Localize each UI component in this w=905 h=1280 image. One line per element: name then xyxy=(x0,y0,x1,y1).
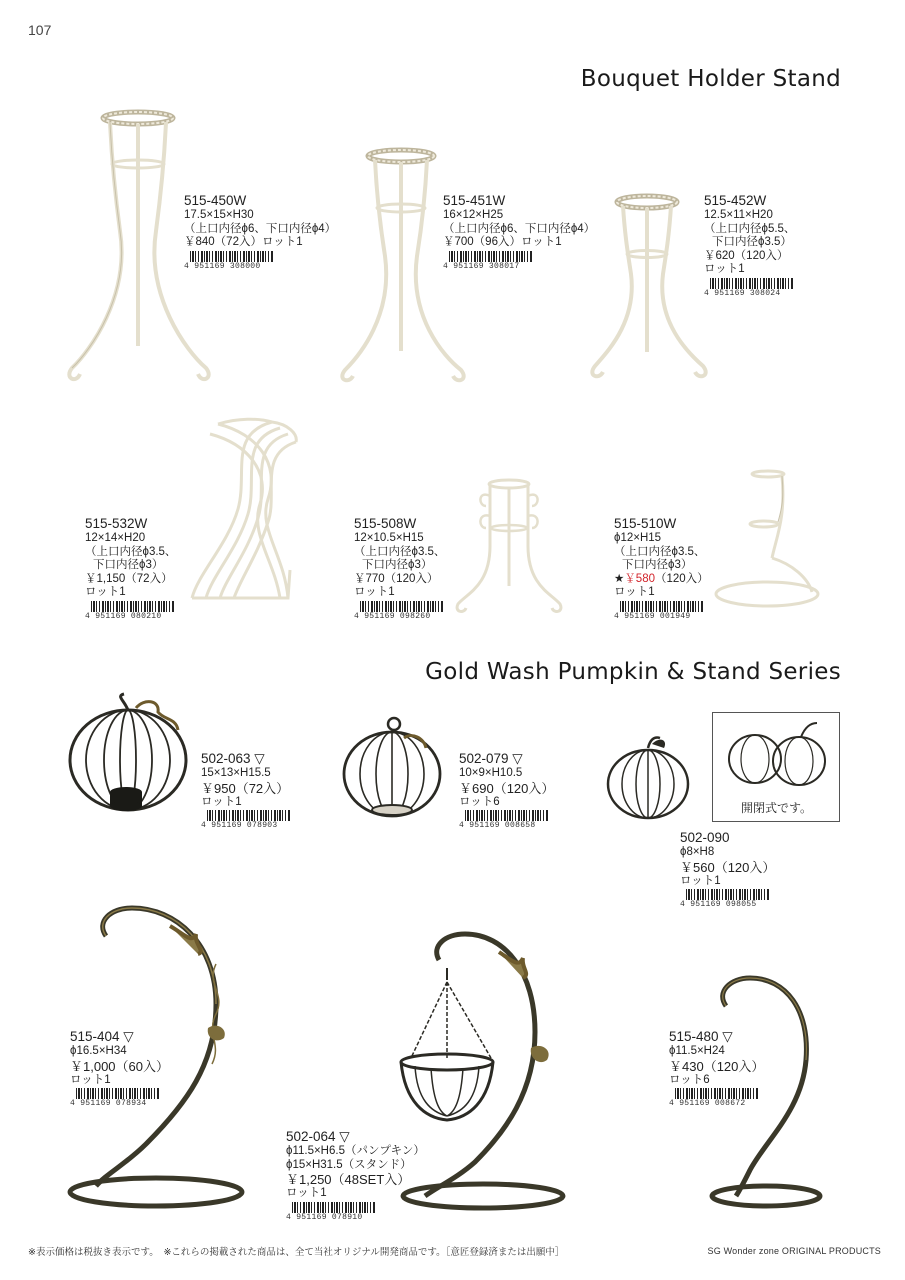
section-title-pumpkin: Gold Wash Pumpkin & Stand Series xyxy=(425,659,841,685)
product-detail: （上口内径ϕ3.5、 xyxy=(85,545,177,558)
product-info-515-508w xyxy=(354,516,445,621)
product-code: 515-532W xyxy=(85,516,148,531)
product-price: ￥430（120入） xyxy=(669,1058,765,1074)
product-image-open-pumpkin xyxy=(725,721,829,791)
product-size: 12×14×H20 xyxy=(85,532,146,544)
product-lot: ロット1 xyxy=(704,263,745,275)
product-info-515-480 xyxy=(669,1029,764,1108)
product-price: ￥950（72入） xyxy=(201,780,290,796)
product-detail: （上口内径ϕ6、下口内径ϕ4） xyxy=(184,222,337,235)
product-image-502-090 xyxy=(604,736,692,822)
barcode: 4 951169 078910 xyxy=(286,1202,425,1222)
product-price: ￥690（120入） xyxy=(459,780,555,796)
barcode: 4 951169 078934 xyxy=(70,1088,169,1108)
product-price: ￥840（72入）ロット1 xyxy=(184,236,303,248)
product-lot: ロット1 xyxy=(70,1073,111,1086)
barcode: 4 951169 308000 xyxy=(184,251,336,271)
product-lot: ロット6 xyxy=(669,1073,710,1086)
product-info-502-079 xyxy=(459,751,554,830)
product-image-515-508w xyxy=(452,476,567,616)
product-price: ￥1,000（60入） xyxy=(70,1058,169,1074)
barcode: 4 951169 098260 xyxy=(354,601,445,621)
product-lot: ロット1 xyxy=(680,874,721,887)
footer-brand: SG Wonder zone ORIGINAL PRODUCTS xyxy=(707,1246,881,1256)
product-image-515-510w xyxy=(712,468,822,613)
product-detail: （上口内径ϕ3.5、 xyxy=(354,545,446,558)
product-size: ϕ12×H15 xyxy=(614,532,662,544)
product-detail: （上口内径ϕ6、下口内径ϕ4） xyxy=(443,222,596,235)
product-detail: 下口内径ϕ3） xyxy=(93,559,164,571)
product-price: ￥1,150（72入） xyxy=(85,572,173,585)
barcode: 4 951169 078903 xyxy=(201,810,291,830)
product-image-515-532w xyxy=(188,414,303,604)
product-info-515-450w xyxy=(184,193,336,271)
product-info-515-532w xyxy=(85,516,176,621)
product-price: ￥700（96入）ロット1 xyxy=(443,236,562,248)
product-size: 10×9×H10.5 xyxy=(459,767,523,779)
product-lot: ロット1 xyxy=(85,586,126,598)
section-title-bouquet: Bouquet Holder Stand xyxy=(580,66,841,92)
product-info-515-451w xyxy=(443,193,595,271)
barcode: 4 951169 001949 xyxy=(614,601,709,621)
product-size: ϕ16.5×H34 xyxy=(70,1045,127,1057)
product-price: ￥1,250（48SET入） xyxy=(286,1172,411,1187)
product-qty: （120入） xyxy=(655,572,709,585)
product-size: ϕ8×H8 xyxy=(680,846,715,858)
product-info-502-090 xyxy=(680,830,775,909)
barcode: 4 951169 008672 xyxy=(669,1088,764,1108)
product-lot: ロット6 xyxy=(459,795,500,808)
product-code: 515-404 ▽ xyxy=(70,1029,134,1044)
product-info-515-510w xyxy=(614,516,709,621)
product-code: 515-480 ▽ xyxy=(669,1029,733,1044)
product-code: 515-508W xyxy=(354,516,417,531)
product-code: 515-450W xyxy=(184,193,247,208)
product-code: 502-079 ▽ xyxy=(459,751,523,766)
product-size: ϕ15×H31.5（スタンド） xyxy=(286,1158,412,1171)
product-image-502-079 xyxy=(340,716,445,822)
barcode: 4 951169 308024 xyxy=(704,278,795,298)
barcode: 4 951169 080210 xyxy=(85,601,176,621)
barcode: 4 951169 308017 xyxy=(443,251,595,271)
product-size: ϕ11.5×H24 xyxy=(669,1045,725,1057)
product-lot: ロット1 xyxy=(286,1187,327,1199)
product-size: 16×12×H25 xyxy=(443,209,504,221)
product-size: 12.5×11×H20 xyxy=(704,209,773,221)
inset-photo-open xyxy=(712,712,840,822)
product-code: 502-090 xyxy=(680,830,730,845)
product-lot: ロット1 xyxy=(614,586,655,598)
product-info-515-452w xyxy=(704,193,795,298)
star-icon: ★ xyxy=(614,572,625,585)
page-number: 107 xyxy=(28,22,52,38)
product-detail: 下口内径ϕ3） xyxy=(362,559,433,571)
sale-price: ￥580 xyxy=(624,572,655,585)
product-price: ￥770（120入） xyxy=(354,572,439,585)
product-detail: 下口内径ϕ3） xyxy=(622,559,693,571)
product-code: 502-063 ▽ xyxy=(201,751,265,766)
product-detail: （上口内径ϕ5.5、 xyxy=(704,222,796,235)
product-price: ￥560（120入） xyxy=(680,859,776,875)
product-code: 502-064 ▽ xyxy=(286,1129,350,1144)
product-size: 17.5×15×H30 xyxy=(184,209,254,221)
product-info-502-064 xyxy=(286,1129,425,1222)
product-info-502-063 xyxy=(201,751,291,830)
barcode: 4 951169 008658 xyxy=(459,810,554,830)
product-code: 515-451W xyxy=(443,193,506,208)
product-price: ￥620（120入） xyxy=(704,249,789,262)
footer-notes: ※表示価格は税抜き表示です。 ※これらの掲載された商品は、全て当社オリジナル開発商品です。［意匠登録済または出願中］ xyxy=(28,1247,565,1258)
product-image-502-063 xyxy=(64,694,196,819)
product-lot: ロット1 xyxy=(354,586,395,598)
product-image-515-452w xyxy=(585,192,720,387)
product-code: 515-452W xyxy=(704,193,767,208)
inset-caption: 開閉式です。 xyxy=(741,801,813,815)
product-size: 12×10.5×H15 xyxy=(354,532,424,544)
barcode: 4 951169 098055 xyxy=(680,889,775,909)
product-detail: （上口内径ϕ3.5、 xyxy=(614,545,706,558)
product-size: ϕ11.5×H6.5（パンプキン） xyxy=(286,1145,425,1157)
product-lot: ロット1 xyxy=(201,795,242,808)
product-detail: 下口内径ϕ3.5） xyxy=(712,236,792,248)
product-price-line xyxy=(614,573,709,587)
product-size: 15×13×H15.5 xyxy=(201,767,271,779)
product-code: 515-510W xyxy=(614,516,677,531)
product-info-515-404 xyxy=(70,1029,169,1108)
